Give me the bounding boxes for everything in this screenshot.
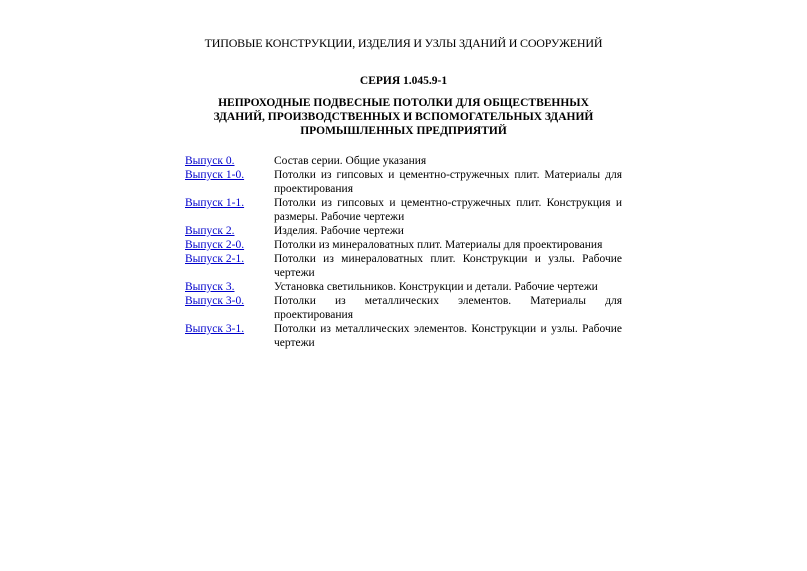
toc-link-1-0[interactable]: Выпуск 1-0. (185, 169, 245, 181)
toc-description: Состав серии. Общие указания (274, 155, 427, 167)
toc-link-3[interactable]: Выпуск 3. (185, 281, 235, 293)
toc-item (185, 196, 622, 224)
toc-description: Потолки из гипсовых и цементно-стружечных плит. Конструкция и размеры. Рабочие чертежи (274, 197, 622, 223)
toc-description: Потолки из гипсовых и цементно-стружечных плит. Материалы для проектирования (274, 169, 622, 195)
title-line: НЕПРОХОДНЫЕ ПОДВЕСНЫЕ ПОТОЛКИ ДЛЯ ОБЩЕСТВЕННЫХ (218, 97, 589, 109)
title-line: ПРОМЫШЛЕННЫХ ПРЕДПРИЯТИЙ (300, 125, 507, 137)
toc-link-2-0[interactable]: Выпуск 2-0. (185, 239, 245, 251)
toc-link-1-1[interactable]: Выпуск 1-1. (185, 197, 245, 209)
toc-link-3-1[interactable]: Выпуск 3-1. (185, 323, 245, 335)
toc-link-2[interactable]: Выпуск 2. (185, 225, 235, 237)
toc-link-0[interactable]: Выпуск 0. (185, 155, 235, 167)
table-of-contents (185, 154, 622, 350)
toc-description: Потолки из минераловатных плит. Материалы для проектирования (274, 239, 603, 251)
toc-description: Изделия. Рабочие чертежи (274, 225, 404, 237)
series-number: СЕРИЯ 1.045.9-1 (359, 75, 448, 87)
document-header: ТИПОВЫЕ КОНСТРУКЦИИ, ИЗДЕЛИЯ И УЗЛЫ ЗДАНИЙ И СООРУЖЕНИЙ (204, 36, 603, 50)
toc-description: Установка светильников. Конструкции и детали. Рабочие чертежи (274, 281, 598, 293)
toc-item (185, 224, 622, 238)
document-title (200, 96, 607, 138)
title-line: ЗДАНИЙ, ПРОИЗВОДСТВЕННЫХ И ВСПОМОГАТЕЛЬНЫХ ЗДАНИЙ (213, 111, 594, 123)
toc-item (185, 294, 622, 322)
toc-link-2-1[interactable]: Выпуск 2-1. (185, 253, 245, 265)
toc-description: Потолки из металлических элементов. Конструкции и узлы. Рабочие чертежи (274, 323, 622, 349)
toc-description: Потолки из металлических элементов. Материалы для проектирования (274, 295, 622, 321)
toc-item (185, 280, 622, 294)
toc-item (185, 154, 622, 168)
toc-item (185, 168, 622, 196)
toc-item (185, 252, 622, 280)
toc-item (185, 238, 622, 252)
toc-description: Потолки из минераловатных плит. Конструкции и узлы. Рабочие чертежи (274, 253, 622, 279)
toc-item (185, 322, 622, 350)
toc-link-3-0[interactable]: Выпуск 3-0. (185, 295, 245, 307)
